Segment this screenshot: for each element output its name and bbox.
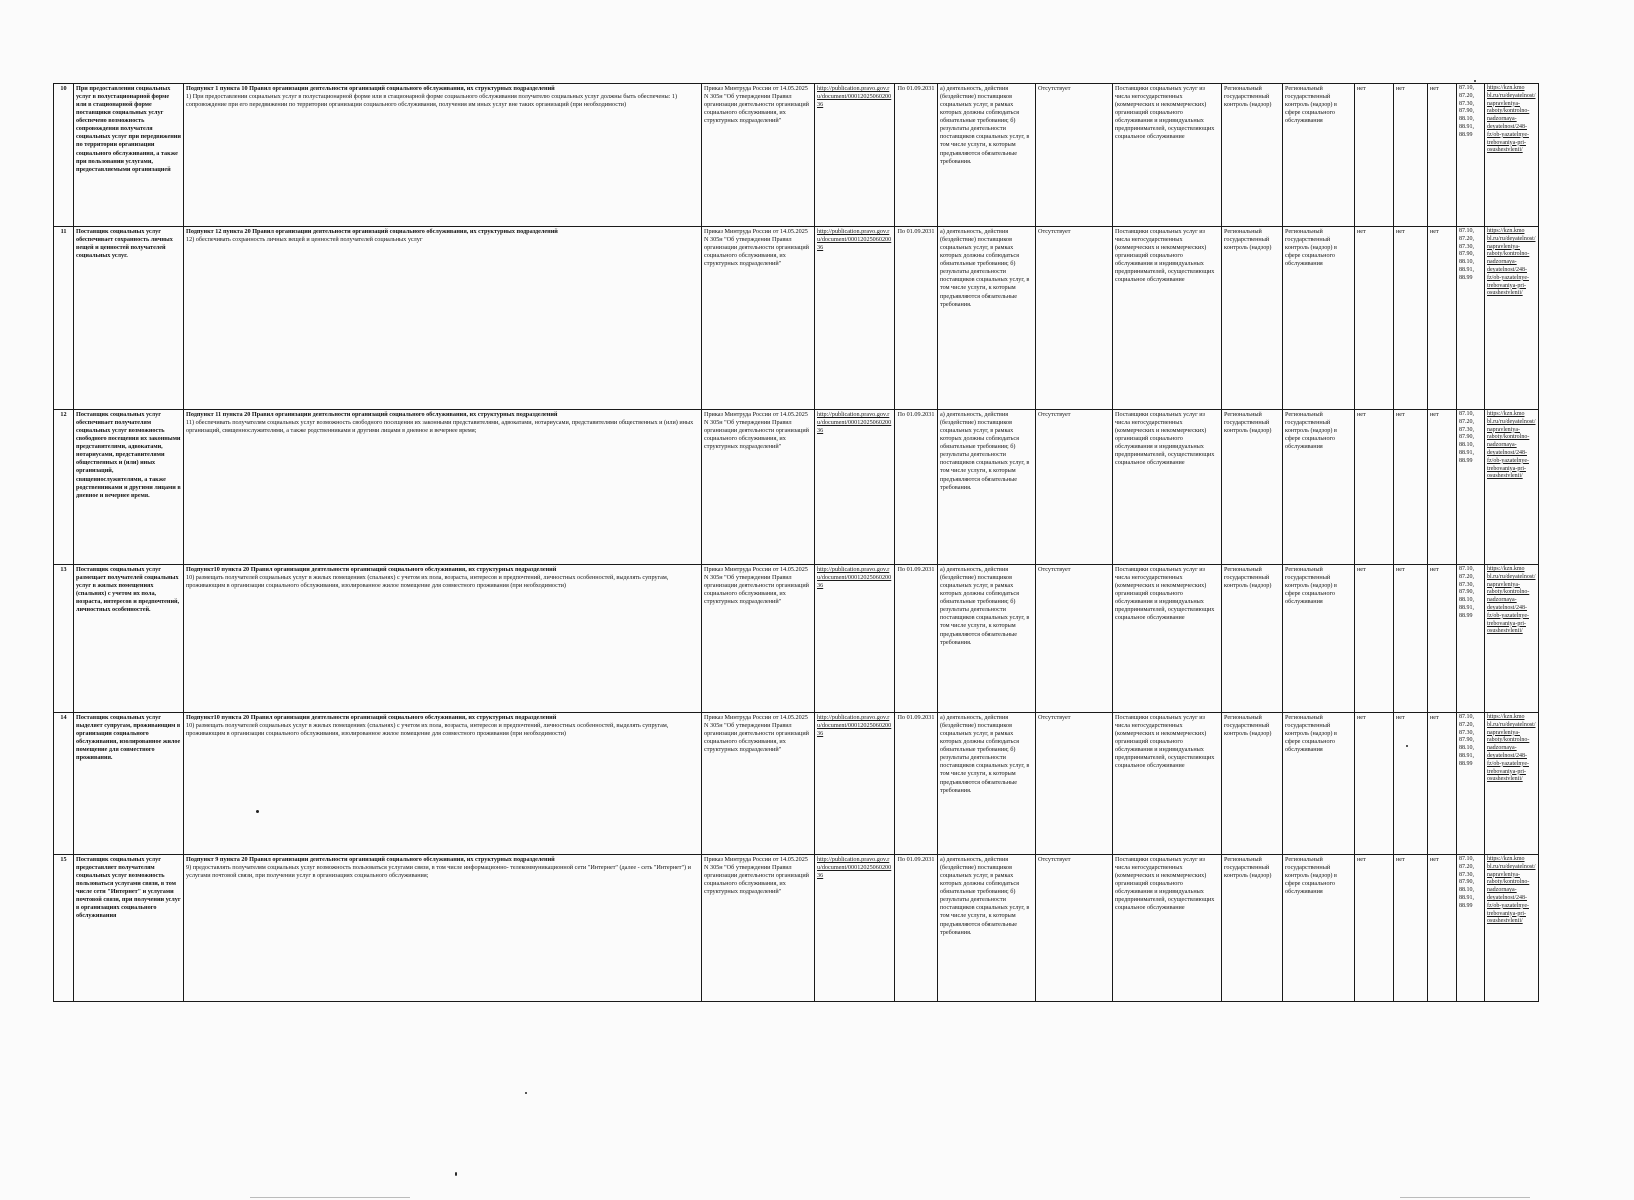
control-subjects: а) деятельность, действия (бездействие) поставщиков социальных услуг, в рамках которых должны соблюдаться обязательные требования; б) результаты деятельности поставщиков социальных услуг, в том числе услуги, к которым предъявляются обязательные требования. [938,713,1036,855]
document-link [815,713,895,855]
website-link[interactable]: https://kzn.kmo bl.ru/ru/deyatelnost/napravleniya-raboty/kontrolno-nadzornaya-deyatelnost/248-fz/ob-yazatelnye-trebovaniya-pri-osushestvlenii/ [1487,566,1536,635]
info-url [1485,84,1539,227]
absent-note: Отсутствует [1036,713,1113,855]
obligated-persons: Поставщики социальных услуг из числа негосударственных (коммерческих и некоммерческих) организаций социального обслуживания и индивидуальных предпринимателей, осуществляющих социальное обслуживание [1113,410,1222,565]
provision-body: 10) размещать получателей социальных услуг в жилых помещениях (спальнях) с учетом их пола, возраста, интересов и предпочтений, личностных особенностей, выделять супругам, проживающим в организации социального обслуживания, изолированное жилое помещение для совместного проживания (при необходимости) [186,722,669,738]
row-number: 15 [54,855,74,1002]
requirement-text: Поставщик социальных услуг размещает получателей социальных услуг в жилых помещениях (спальнях) с учетом их пола, возраста, интересов и предпочтений, личностных особенностей. [74,565,184,713]
control-subjects: а) деятельность, действия (бездействие) поставщиков социальных услуг, в рамках которых должны соблюдаться обязательные требования; б) результаты деятельности поставщиков социальных услуг, в том числе услуги, к которым предъявляются обязательные требования. [938,565,1036,713]
scan-speck [256,810,259,813]
provision-body: 10) размещать получателей социальных услуг в жилых помещениях (спальнях) с учетом их пола, возраста, интересов и предпочтений, личностных особенностей, выделять супругам, проживающим в организации социального обслуживания, изолированное жилое помещение для совместного проживания (при необходимости) [186,574,669,590]
provision-text [184,713,702,855]
website-link[interactable]: https://kzn.kmo bl.ru/ru/deyatelnost/napravleniya-raboty/kontrolno-nadzornaya-deyatelnost/248-fz/ob-yazatelnye-trebovaniya-pri-osushestvlenii/ [1487,85,1536,154]
website-link[interactable]: https://kzn.kmo bl.ru/ru/deyatelnost/napravleniya-raboty/kontrolno-nadzornaya-deyatelnost/248-fz/ob-yazatelnye-trebovaniya-pri-osushestvlenii/ [1487,411,1536,480]
row-number: 12 [54,410,74,565]
flag-1: нет [1355,565,1394,713]
control-type: Региональный государственный контроль (надзор) в сфере социального обслуживания [1283,713,1355,855]
scan-speck [1406,745,1408,747]
document-link [815,227,895,410]
flag-3: нет [1428,84,1457,227]
legal-act: Приказ Минтруда России от 14.05.2025 N 305н "Об утверждении Правил организации деятельности организаций социального обслуживания, их структурных подразделений" [702,855,815,1002]
obligated-persons: Поставщики социальных услуг из числа негосударственных (коммерческих и некоммерческих) организаций социального обслуживания и индивидуальных предпринимателей, осуществляющих социальное обслуживание [1113,855,1222,1002]
provision-heading: Подпункт 12 пункта 20 Правил организации деятельности организаций социального обслуживания, их структурных подразделений [186,228,558,235]
flag-1: нет [1355,84,1394,227]
scan-speck [455,1172,457,1176]
provision-text [184,227,702,410]
legal-act: Приказ Минтруда России от 14.05.2025 N 305н "Об утверждении Правил организации деятельности организаций социального обслуживания, их структурных подразделений" [702,410,815,565]
website-link[interactable]: https://kzn.kmo bl.ru/ru/deyatelnost/napravleniya-raboty/kontrolno-nadzornaya-deyatelnost/248-fz/ob-yazatelnye-trebovaniya-pri-osushestvlenii/ [1487,714,1536,783]
scan-speck [1474,80,1476,82]
okved-codes: 87.10, 87.20, 87.30, 87.90, 88.10, 88.91, 88.99 [1457,713,1485,855]
obligated-persons: Поставщики социальных услуг из числа негосударственных (коммерческих и некоммерческих) организаций социального обслуживания и индивидуальных предпринимателей, осуществляющих социальное обслуживание [1113,565,1222,713]
control-kind: Региональный государственный контроль (надзор) [1222,227,1283,410]
validity-date: По 01.09.2031 [895,855,938,1002]
flag-3: нет [1428,855,1457,1002]
table-row [54,713,1539,855]
scan-artifact-line [250,1197,410,1198]
row-number: 14 [54,713,74,855]
okved-codes: 87.10, 87.20, 87.30, 87.90, 88.10, 88.91, 88.99 [1457,84,1485,227]
provision-body: 1) При предоставлении социальных услуг в полустационарной форме или в стационарной форме социального обслуживания получателю социальных услуг должны быть обеспечены: 1) сопровождение при его передвижении по территории организации социального обслуживания, получения им иных услуг вне таких организаций (при необходимости) [186,93,678,109]
okved-codes: 87.10, 87.20, 87.30, 87.90, 88.10, 88.91, 88.99 [1457,227,1485,410]
control-kind: Региональный государственный контроль (надзор) [1222,84,1283,227]
provision-body: 12) обеспечивать сохранность личных вещей и ценностей получателей социальных услуг [186,236,423,244]
provision-heading: Подпункт 1 пункта 10 Правил организации деятельности организаций социального обслуживания, их структурных подразделений [186,85,555,92]
absent-note: Отсутствует [1036,227,1113,410]
requirements-table [53,83,1539,1002]
info-url [1485,855,1539,1002]
provision-heading: Подпункт 11 пункта 20 Правил организации деятельности организаций социального обслуживания, их структурных подразделений [186,411,558,418]
document-link [815,410,895,565]
document-link [815,855,895,1002]
info-url [1485,565,1539,713]
scan-artifact-line [1400,1197,1530,1198]
flag-1: нет [1355,227,1394,410]
publication-link[interactable]: http://publication.pravo.gov.ru/document/0001202506020036 [817,85,892,109]
provision-text [184,84,702,227]
publication-link[interactable]: http://publication.pravo.gov.ru/document/0001202506020036 [817,856,892,880]
row-number: 10 [54,84,74,227]
provision-body: 11) обеспечивать получателям социальных услуг возможность свободного посещения их законными представителями, адвокатами, нотариусами, представителями общественных и (или) иных организаций, священнослужителями, а также родственниками и другими лицами в дневное и вечернее время; [186,419,694,435]
website-link[interactable]: https://kzn.kmo bl.ru/ru/deyatelnost/napravleniya-raboty/kontrolno-nadzornaya-deyatelnost/248-fz/ob-yazatelnye-trebovaniya-pri-osushestvlenii/ [1487,228,1536,297]
provision-heading: Подпункт 9 пункта 20 Правил организации деятельности организаций социального обслуживания, их структурных подразделений [186,856,555,863]
table-row [54,84,1539,227]
control-kind: Региональный государственный контроль (надзор) [1222,855,1283,1002]
flag-3: нет [1428,713,1457,855]
flag-2: нет [1394,855,1428,1002]
document-link [815,565,895,713]
validity-date: По 01.09.2031 [895,565,938,713]
okved-codes: 87.10, 87.20, 87.30, 87.90, 88.10, 88.91, 88.99 [1457,565,1485,713]
document-link [815,84,895,227]
control-type: Региональный государственный контроль (надзор) в сфере социального обслуживания [1283,227,1355,410]
okved-codes: 87.10, 87.20, 87.30, 87.90, 88.10, 88.91, 88.99 [1457,410,1485,565]
flag-1: нет [1355,410,1394,565]
publication-link[interactable]: http://publication.pravo.gov.ru/document/0001202506020036 [817,228,892,252]
absent-note: Отсутствует [1036,565,1113,713]
provision-heading: Подпункт10 пункта 20 Правил организации деятельности организаций социального обслуживания, их структурных подразделений [186,566,557,573]
control-kind: Региональный государственный контроль (надзор) [1222,713,1283,855]
legal-act: Приказ Минтруда России от 14.05.2025 N 305н "Об утверждении Правил организации деятельности организаций социального обслуживания, их структурных подразделений" [702,227,815,410]
info-url [1485,713,1539,855]
publication-link[interactable]: http://publication.pravo.gov.ru/document/0001202506020036 [817,714,892,738]
provision-text [184,565,702,713]
control-type: Региональный государственный контроль (надзор) в сфере социального обслуживания [1283,565,1355,713]
validity-date: По 01.09.2031 [895,713,938,855]
requirement-text: Поставщик социальных услуг выделяет супругам, проживающим в организации социального обслуживания, изолированное жилое помещение для совместного проживания. [74,713,184,855]
control-type: Региональный государственный контроль (надзор) в сфере социального обслуживания [1283,410,1355,565]
legal-act: Приказ Минтруда России от 14.05.2025 N 305н "Об утверждении Правил организации деятельности организаций социального обслуживания, их структурных подразделений" [702,565,815,713]
table-row [54,565,1539,713]
control-kind: Региональный государственный контроль (надзор) [1222,565,1283,713]
table-body [54,84,1539,1002]
flag-1: нет [1355,855,1394,1002]
requirement-text: Поставщик социальных услуг предоставляет получателям социальных услуг возможность пользоваться услугами связи, в том числе сети "Интернет" и услугами почтовой связи, при получении услуг в организациях социального обслуживания [74,855,184,1002]
scan-speck [525,1092,527,1094]
table-row [54,410,1539,565]
publication-link[interactable]: http://publication.pravo.gov.ru/document/0001202506020036 [817,566,892,590]
flag-2: нет [1394,713,1428,855]
control-subjects: а) деятельность, действия (бездействие) поставщиков социальных услуг, в рамках которых должны соблюдаться обязательные требования; б) результаты деятельности поставщиков социальных услуг, в том числе услуги, к которым предъявляются обязательные требования. [938,227,1036,410]
absent-note: Отсутствует [1036,84,1113,227]
provision-heading: Подпункт10 пункта 20 Правил организации деятельности организаций социального обслуживания, их структурных подразделений [186,714,557,721]
flag-2: нет [1394,227,1428,410]
flag-2: нет [1394,565,1428,713]
provision-text [184,410,702,565]
control-subjects: а) деятельность, действия (бездействие) поставщиков социальных услуг, в рамках которых должны соблюдаться обязательные требования; б) результаты деятельности поставщиков социальных услуг, в том числе услуги, к которым предъявляются обязательные требования. [938,410,1036,565]
table-row [54,855,1539,1002]
validity-date: По 01.09.2031 [895,84,938,227]
table-row [54,227,1539,410]
provision-body: 9) предоставлять получателям социальных услуг возможность пользоваться услугами связи, в том числе информационно- телекоммуникационной сети "Интернет" (далее - сеть "Интернет") и услугами почтовой связи, при получении услуг в организациях социального обслуживания; [186,864,691,880]
requirement-text: Поставщик социальных услуг обеспечивает сохранность личных вещей и ценностей получателей социальных услуг. [74,227,184,410]
legal-act: Приказ Минтруда России от 14.05.2025 N 305н "Об утверждении Правил организации деятельности организаций социального обслуживания, их структурных подразделений" [702,713,815,855]
website-link[interactable]: https://kzn.kmo bl.ru/ru/deyatelnost/napravleniya-raboty/kontrolno-nadzornaya-deyatelnost/248-fz/ob-yazatelnye-trebovaniya-pri-osushestvlenii/ [1487,856,1536,925]
control-subjects: а) деятельность, действия (бездействие) поставщиков социальных услуг, в рамках которых должны соблюдаться обязательные требования; б) результаты деятельности поставщиков социальных услуг, в том числе услуги, к которым предъявляются обязательные требования. [938,855,1036,1002]
control-kind: Региональный государственный контроль (надзор) [1222,410,1283,565]
flag-3: нет [1428,227,1457,410]
flag-2: нет [1394,410,1428,565]
obligated-persons: Поставщики социальных услуг из числа негосударственных (коммерческих и некоммерческих) организаций социального обслуживания и индивидуальных предпринимателей, осуществляющих социальное обслуживание [1113,84,1222,227]
flag-1: нет [1355,713,1394,855]
row-number: 11 [54,227,74,410]
row-number: 13 [54,565,74,713]
validity-date: По 01.09.2031 [895,410,938,565]
requirement-text: При предоставлении социальных услуг в полустационарной форме или в стационарной форме поставщики социальных услуг обеспечено возможность сопровождения получателя социальных услуг при передвижении по территории организации социального обслуживания, а также при пользовании услугами, предоставляемыми организацией [74,84,184,227]
obligated-persons: Поставщики социальных услуг из числа негосударственных (коммерческих и некоммерческих) организаций социального обслуживания и индивидуальных предпринимателей, осуществляющих социальное обслуживание [1113,227,1222,410]
absent-note: Отсутствует [1036,410,1113,565]
requirement-text: Поставщик социальных услуг обеспечивает получателям социальных услуг возможность свободного посещения их законными представителями, адвокатами, нотариусами, представителями общественных и (или) иных организаций, священнослужителями, а также родственниками и другими лицами в дневное и вечернее время. [74,410,184,565]
provision-text [184,855,702,1002]
legal-act: Приказ Минтруда России от 14.05.2025 N 305н "Об утверждении Правил организации деятельности организаций социального обслуживания, их структурных подразделений" [702,84,815,227]
info-url [1485,227,1539,410]
control-type: Региональный государственный контроль (надзор) в сфере социального обслуживания [1283,855,1355,1002]
flag-3: нет [1428,410,1457,565]
publication-link[interactable]: http://publication.pravo.gov.ru/document/0001202506020036 [817,411,892,435]
okved-codes: 87.10, 87.20, 87.30, 87.90, 88.10, 88.91, 88.99 [1457,855,1485,1002]
info-url [1485,410,1539,565]
flag-3: нет [1428,565,1457,713]
validity-date: По 01.09.2031 [895,227,938,410]
flag-2: нет [1394,84,1428,227]
obligated-persons: Поставщики социальных услуг из числа негосударственных (коммерческих и некоммерческих) организаций социального обслуживания и индивидуальных предпринимателей, осуществляющих социальное обслуживание [1113,713,1222,855]
absent-note: Отсутствует [1036,855,1113,1002]
control-subjects: а) деятельность, действия (бездействие) поставщиков социальных услуг, в рамках которых должны соблюдаться обязательные требования; б) результаты деятельности поставщиков социальных услуг, в том числе услуги, к которым предъявляются обязательные требования. [938,84,1036,227]
control-type: Региональный государственный контроль (надзор) в сфере социального обслуживания [1283,84,1355,227]
